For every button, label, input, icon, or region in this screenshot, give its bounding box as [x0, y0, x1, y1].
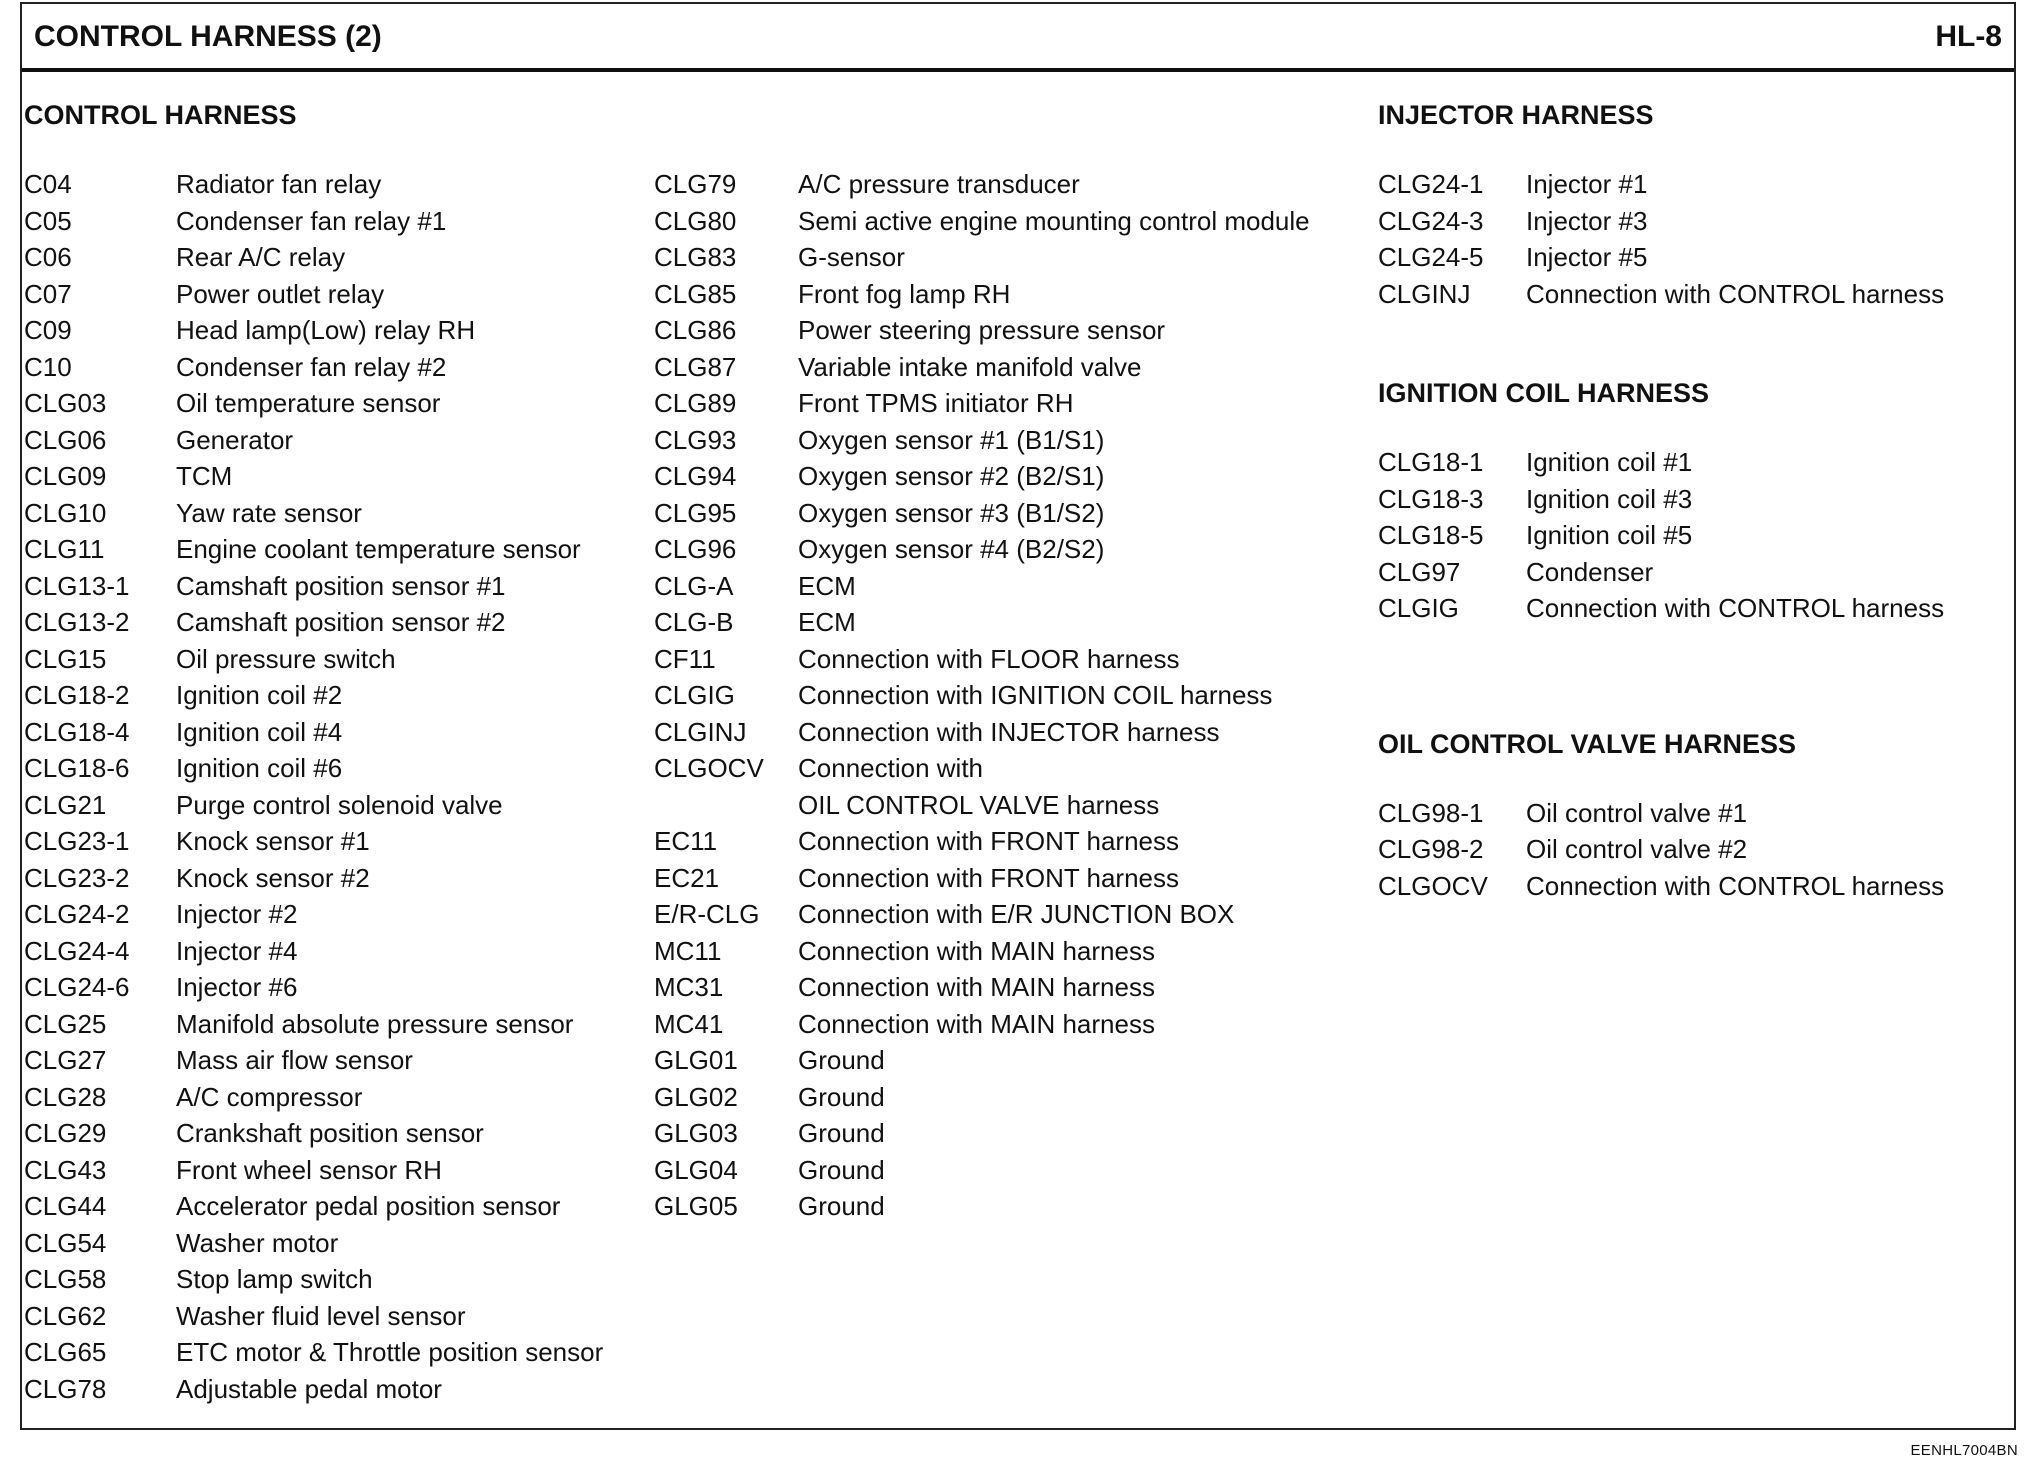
- connector-code: CLG96: [654, 534, 737, 564]
- connector-code: CLG24-3: [1378, 205, 1484, 236]
- connector-row: [24, 823, 603, 860]
- connector-row: [654, 312, 1310, 349]
- connector-row: [654, 896, 1310, 933]
- connector-description: Ground: [798, 1191, 885, 1221]
- connector-code: CLG98-2: [1378, 834, 1484, 864]
- connector-row: [24, 1334, 603, 1371]
- connector-code: CLG87: [654, 351, 737, 382]
- connector-description: Variable intake manifold valve: [798, 351, 1142, 382]
- connector-description: Generator: [176, 424, 294, 455]
- connector-code: CLG79: [654, 169, 737, 199]
- connector-code: C07: [24, 278, 72, 309]
- connector-description: Injector #2: [176, 899, 298, 929]
- connector-row: [654, 458, 1310, 495]
- connector-description: Condenser fan relay #2: [176, 351, 447, 382]
- connector-row: [24, 1371, 603, 1408]
- connector-description: Front wheel sensor RH: [176, 1154, 442, 1185]
- connector-code: CLG85: [654, 278, 737, 309]
- connector-description: Connection with MAIN harness: [798, 1008, 1155, 1039]
- connector-code: CF11: [654, 643, 716, 674]
- connector-row: [654, 969, 1310, 1006]
- connector-row: [654, 1042, 1310, 1079]
- connector-code: MC41: [654, 1008, 724, 1039]
- connector-description: Washer fluid level sensor: [176, 1300, 466, 1331]
- connector-code: CLG18-6: [24, 753, 130, 783]
- oil-control-valve-harness-heading: OIL CONTROL VALVE HARNESS: [1378, 728, 1797, 759]
- injector-harness-section: [1378, 96, 1944, 312]
- connector-description: Crankshaft position sensor: [176, 1118, 484, 1148]
- connector-description: Ignition coil #4: [176, 716, 343, 747]
- connector-description: Condenser fan relay #1: [176, 205, 447, 236]
- connector-row: [24, 1188, 603, 1225]
- connector-row: [24, 787, 603, 824]
- connector-description: Camshaft position sensor #2: [176, 607, 506, 637]
- connector-row: [1378, 517, 1944, 554]
- connector-code: CLG24-2: [24, 899, 130, 929]
- connector-description: Condenser: [1526, 556, 1654, 587]
- connector-description: Camshaft position sensor #1: [176, 570, 506, 601]
- connector-row: [1378, 590, 1944, 627]
- connector-row: [654, 1079, 1310, 1116]
- connector-description: Connection with IGNITION COIL harness: [798, 680, 1273, 710]
- connector-description: Oil temperature sensor: [176, 388, 441, 418]
- connector-description: Ignition coil #6: [176, 753, 343, 783]
- connector-row: [24, 495, 603, 532]
- connector-row: [654, 787, 1310, 824]
- connector-row: [1378, 481, 1944, 518]
- connector-description: G-sensor: [798, 242, 905, 272]
- connector-code: CLG80: [654, 205, 737, 236]
- page-title: CONTROL HARNESS (2): [34, 20, 382, 53]
- connector-description: Accelerator pedal position sensor: [176, 1191, 561, 1221]
- connector-code: EC21: [654, 862, 720, 893]
- connector-code: C05: [24, 205, 72, 236]
- connector-row: [24, 1042, 603, 1079]
- connector-description: Head lamp(Low) relay RH: [176, 315, 476, 345]
- connector-row: [1378, 831, 1944, 868]
- connector-code: CLG-B: [654, 607, 734, 637]
- connector-code: MC11: [654, 935, 722, 966]
- connector-code: CLG18-4: [24, 716, 130, 747]
- connector-row: [24, 1261, 603, 1298]
- connector-code: CLG89: [654, 388, 737, 418]
- connector-description: Ground: [798, 1045, 885, 1075]
- connector-code: CLG97: [1378, 556, 1461, 587]
- ignition-coil-harness-section: [1378, 374, 1944, 627]
- connector-row: [24, 1225, 603, 1262]
- connector-description: Ignition coil #3: [1526, 483, 1693, 514]
- control-harness-list-left: [24, 166, 603, 1407]
- connector-row: [24, 677, 603, 714]
- connector-row: [24, 860, 603, 897]
- connector-description: Semi active engine mounting control module: [798, 205, 1310, 236]
- connector-row: [24, 422, 603, 459]
- injector-harness-list: [1378, 166, 1944, 312]
- connector-row: [654, 860, 1310, 897]
- connector-row: [24, 1115, 603, 1152]
- connector-row: [24, 714, 603, 751]
- figure-id: EENHL7004BN: [1910, 1442, 2018, 1459]
- connector-code: C06: [24, 242, 72, 272]
- connector-description: Purge control solenoid valve: [176, 789, 503, 820]
- connector-code: CLG27: [24, 1045, 107, 1075]
- connector-description: Oxygen sensor #1 (B1/S1): [798, 424, 1105, 455]
- connector-row: [654, 568, 1310, 605]
- connector-code: CLG23-2: [24, 862, 130, 893]
- connector-row: [1378, 276, 1944, 313]
- connector-row: [654, 422, 1310, 459]
- connector-description: Adjustable pedal motor: [176, 1373, 442, 1404]
- connector-code: CLG62: [24, 1300, 107, 1331]
- connector-code: CLGINJ: [1378, 278, 1471, 309]
- connector-row: [24, 933, 603, 970]
- connector-description: Washer motor: [176, 1227, 339, 1258]
- connector-description: OIL CONTROL VALVE harness: [798, 789, 1160, 820]
- connector-description: Oil pressure switch: [176, 643, 396, 674]
- connector-code: CLG78: [24, 1373, 107, 1404]
- connector-code: CLG28: [24, 1081, 107, 1112]
- connector-row: [654, 677, 1310, 714]
- connector-code: C10: [24, 351, 72, 382]
- connector-row: [24, 458, 603, 495]
- connector-code: CLG03: [24, 388, 107, 418]
- connector-description: Engine coolant temperature sensor: [176, 534, 581, 564]
- connector-code: MC31: [654, 972, 724, 1002]
- connector-code: CLG-A: [654, 570, 734, 601]
- connector-row: [654, 1188, 1310, 1225]
- connector-row: [654, 166, 1310, 203]
- connector-row: [24, 349, 603, 386]
- connector-description: Front fog lamp RH: [798, 278, 1011, 309]
- connector-description: Power steering pressure sensor: [798, 315, 1166, 345]
- connector-code: CLG18-2: [24, 680, 130, 710]
- connector-code: CLG09: [24, 461, 107, 491]
- connector-row: [24, 750, 603, 787]
- connector-code: CLG21: [24, 789, 107, 820]
- connector-row: [24, 531, 603, 568]
- connector-row: [654, 750, 1310, 787]
- connector-description: A/C compressor: [176, 1081, 363, 1112]
- connector-code: CLG15: [24, 643, 107, 674]
- connector-description: Connection with MAIN harness: [798, 972, 1155, 1002]
- connector-description: ECM: [798, 607, 856, 637]
- connector-code: CLGIG: [654, 680, 735, 710]
- connector-description: ETC motor & Throttle position sensor: [176, 1337, 604, 1367]
- connector-code: CLG29: [24, 1118, 107, 1148]
- ignition-coil-harness-heading: IGNITION COIL HARNESS: [1378, 378, 1710, 408]
- connector-code: CLG25: [24, 1008, 107, 1039]
- connector-code: CLG18-1: [1378, 447, 1484, 477]
- connector-code: C09: [24, 315, 72, 345]
- connector-row: [24, 568, 603, 605]
- connector-description: Injector #4: [176, 935, 298, 966]
- control-harness-column-2: [654, 96, 1310, 1225]
- connector-description: Yaw rate sensor: [176, 497, 362, 528]
- connector-description: Oxygen sensor #4 (B2/S2): [798, 534, 1105, 564]
- connector-description: Connection with MAIN harness: [798, 935, 1155, 966]
- connector-row: [24, 604, 603, 641]
- connector-row: [654, 276, 1310, 313]
- connector-description: Ignition coil #2: [176, 680, 343, 710]
- connector-row: [24, 1152, 603, 1189]
- sub-harness-column: [1378, 96, 1944, 904]
- control-harness-column-1: [24, 96, 603, 1407]
- connector-row: [24, 385, 603, 422]
- connector-code: CLG18-5: [1378, 520, 1484, 550]
- connector-code: CLGOCV: [654, 753, 764, 783]
- connector-code: CLG11: [24, 534, 105, 564]
- connector-code: CLG94: [654, 461, 737, 491]
- connector-row: [654, 203, 1310, 240]
- connector-description: Injector #5: [1526, 242, 1648, 272]
- connector-description: Radiator fan relay: [176, 169, 382, 199]
- connector-code: CLGINJ: [654, 716, 747, 747]
- connector-code: CLG06: [24, 424, 107, 455]
- connector-code: CLG44: [24, 1191, 107, 1221]
- connector-code: CLG24-4: [24, 935, 130, 966]
- oil-control-valve-harness-list: [1378, 795, 1944, 905]
- connector-description: Knock sensor #1: [176, 826, 370, 856]
- connector-code: CLG10: [24, 497, 107, 528]
- connector-row: [1378, 166, 1944, 203]
- connector-code: CLG24-5: [1378, 242, 1484, 272]
- connector-code: CLG95: [654, 497, 737, 528]
- connector-code: CLG24-1: [1378, 169, 1484, 199]
- connector-description: Connection with FRONT harness: [798, 862, 1180, 893]
- connector-row: [24, 641, 603, 678]
- control-harness-list-right: [654, 166, 1310, 1225]
- connector-row: [654, 604, 1310, 641]
- connector-description: Stop lamp switch: [176, 1264, 373, 1294]
- connector-row: [24, 166, 603, 203]
- connector-code: GLG02: [654, 1081, 738, 1112]
- connector-code: [654, 787, 798, 824]
- oil-control-valve-harness-section: [1378, 725, 1944, 905]
- connector-description: Connection with CONTROL harness: [1526, 870, 1945, 901]
- injector-harness-heading: INJECTOR HARNESS: [1378, 100, 1654, 130]
- connector-description: Ground: [798, 1081, 885, 1112]
- connector-code: CLG86: [654, 315, 737, 345]
- connector-description: Connection with E/R JUNCTION BOX: [798, 899, 1235, 929]
- connector-description: Connection with FLOOR harness: [798, 643, 1180, 674]
- connector-row: [654, 823, 1310, 860]
- connector-code: EC11: [654, 826, 718, 856]
- connector-code: CLG13-1: [24, 570, 130, 601]
- connector-description: Ignition coil #1: [1526, 447, 1693, 477]
- connector-description: Power outlet relay: [176, 278, 385, 309]
- connector-code: CLG93: [654, 424, 737, 455]
- connector-row: [1378, 868, 1944, 905]
- connector-description: TCM: [176, 461, 233, 491]
- connector-description: Oxygen sensor #3 (B1/S2): [798, 497, 1105, 528]
- connector-code: CLGIG: [1378, 593, 1459, 623]
- connector-description: Ground: [798, 1118, 885, 1148]
- connector-code: CLG54: [24, 1227, 107, 1258]
- connector-row: [24, 896, 603, 933]
- connector-code: CLG58: [24, 1264, 107, 1294]
- control-harness-heading: CONTROL HARNESS: [24, 100, 297, 130]
- connector-code: CLG43: [24, 1154, 107, 1185]
- connector-row: [24, 1006, 603, 1043]
- connector-row: [654, 495, 1310, 532]
- connector-row: [654, 531, 1310, 568]
- connector-code: CLG98-1: [1378, 797, 1484, 828]
- connector-description: Connection with: [798, 753, 983, 783]
- connector-code: E/R-CLG: [654, 899, 760, 929]
- connector-description: Knock sensor #2: [176, 862, 370, 893]
- page-number: HL-8: [1935, 20, 2002, 53]
- connector-description: Mass air flow sensor: [176, 1045, 413, 1075]
- connector-row: [654, 239, 1310, 276]
- connector-description: Oxygen sensor #2 (B2/S1): [798, 461, 1105, 491]
- connector-code: CLG23-1: [24, 826, 130, 856]
- connector-row: [654, 1006, 1310, 1043]
- connector-row: [654, 641, 1310, 678]
- connector-code: CLG24-6: [24, 972, 130, 1002]
- connector-description: Ignition coil #5: [1526, 520, 1693, 550]
- connector-row: [1378, 239, 1944, 276]
- connector-code: GLG01: [654, 1045, 738, 1075]
- connector-code: CLG13-2: [24, 607, 130, 637]
- connector-code: CLGOCV: [1378, 870, 1488, 901]
- connector-row: [654, 1115, 1310, 1152]
- connector-description: ECM: [798, 570, 856, 601]
- connector-row: [1378, 444, 1944, 481]
- connector-code: C04: [24, 169, 72, 199]
- connector-code: GLG04: [654, 1154, 738, 1185]
- connector-description: Connection with CONTROL harness: [1526, 278, 1945, 309]
- connector-description: Injector #6: [176, 972, 298, 1002]
- connector-description: Ground: [798, 1154, 885, 1185]
- connector-code: GLG05: [654, 1191, 738, 1221]
- connector-description: A/C pressure transducer: [798, 169, 1080, 199]
- header-bar: [22, 4, 2014, 72]
- connector-description: Manifold absolute pressure sensor: [176, 1008, 574, 1039]
- connector-description: Connection with FRONT harness: [798, 826, 1180, 856]
- connector-description: Front TPMS initiator RH: [798, 388, 1074, 418]
- connector-code: CLG65: [24, 1337, 107, 1367]
- connector-description: Oil control valve #2: [1526, 834, 1748, 864]
- connector-row: [654, 933, 1310, 970]
- connector-row: [1378, 795, 1944, 832]
- connector-row: [654, 1152, 1310, 1189]
- connector-row: [654, 349, 1310, 386]
- connector-description: Injector #1: [1526, 169, 1648, 199]
- connector-code: GLG03: [654, 1118, 738, 1148]
- connector-row: [1378, 554, 1944, 591]
- connector-code: CLG83: [654, 242, 737, 272]
- ignition-coil-harness-list: [1378, 444, 1944, 627]
- connector-row: [24, 276, 603, 313]
- connector-description: Oil control valve #1: [1526, 797, 1748, 828]
- connector-row: [24, 1298, 603, 1335]
- connector-row: [654, 714, 1310, 751]
- connector-description: Connection with INJECTOR harness: [798, 716, 1220, 747]
- connector-row: [654, 385, 1310, 422]
- connector-description: Injector #3: [1526, 205, 1648, 236]
- connector-description: Connection with CONTROL harness: [1526, 593, 1945, 623]
- connector-row: [24, 1079, 603, 1116]
- connector-row: [24, 312, 603, 349]
- connector-description: Rear A/C relay: [176, 242, 346, 272]
- connector-row: [1378, 203, 1944, 240]
- connector-row: [24, 239, 603, 276]
- connector-row: [24, 203, 603, 240]
- connector-code: CLG18-3: [1378, 483, 1484, 514]
- connector-row: [24, 969, 603, 1006]
